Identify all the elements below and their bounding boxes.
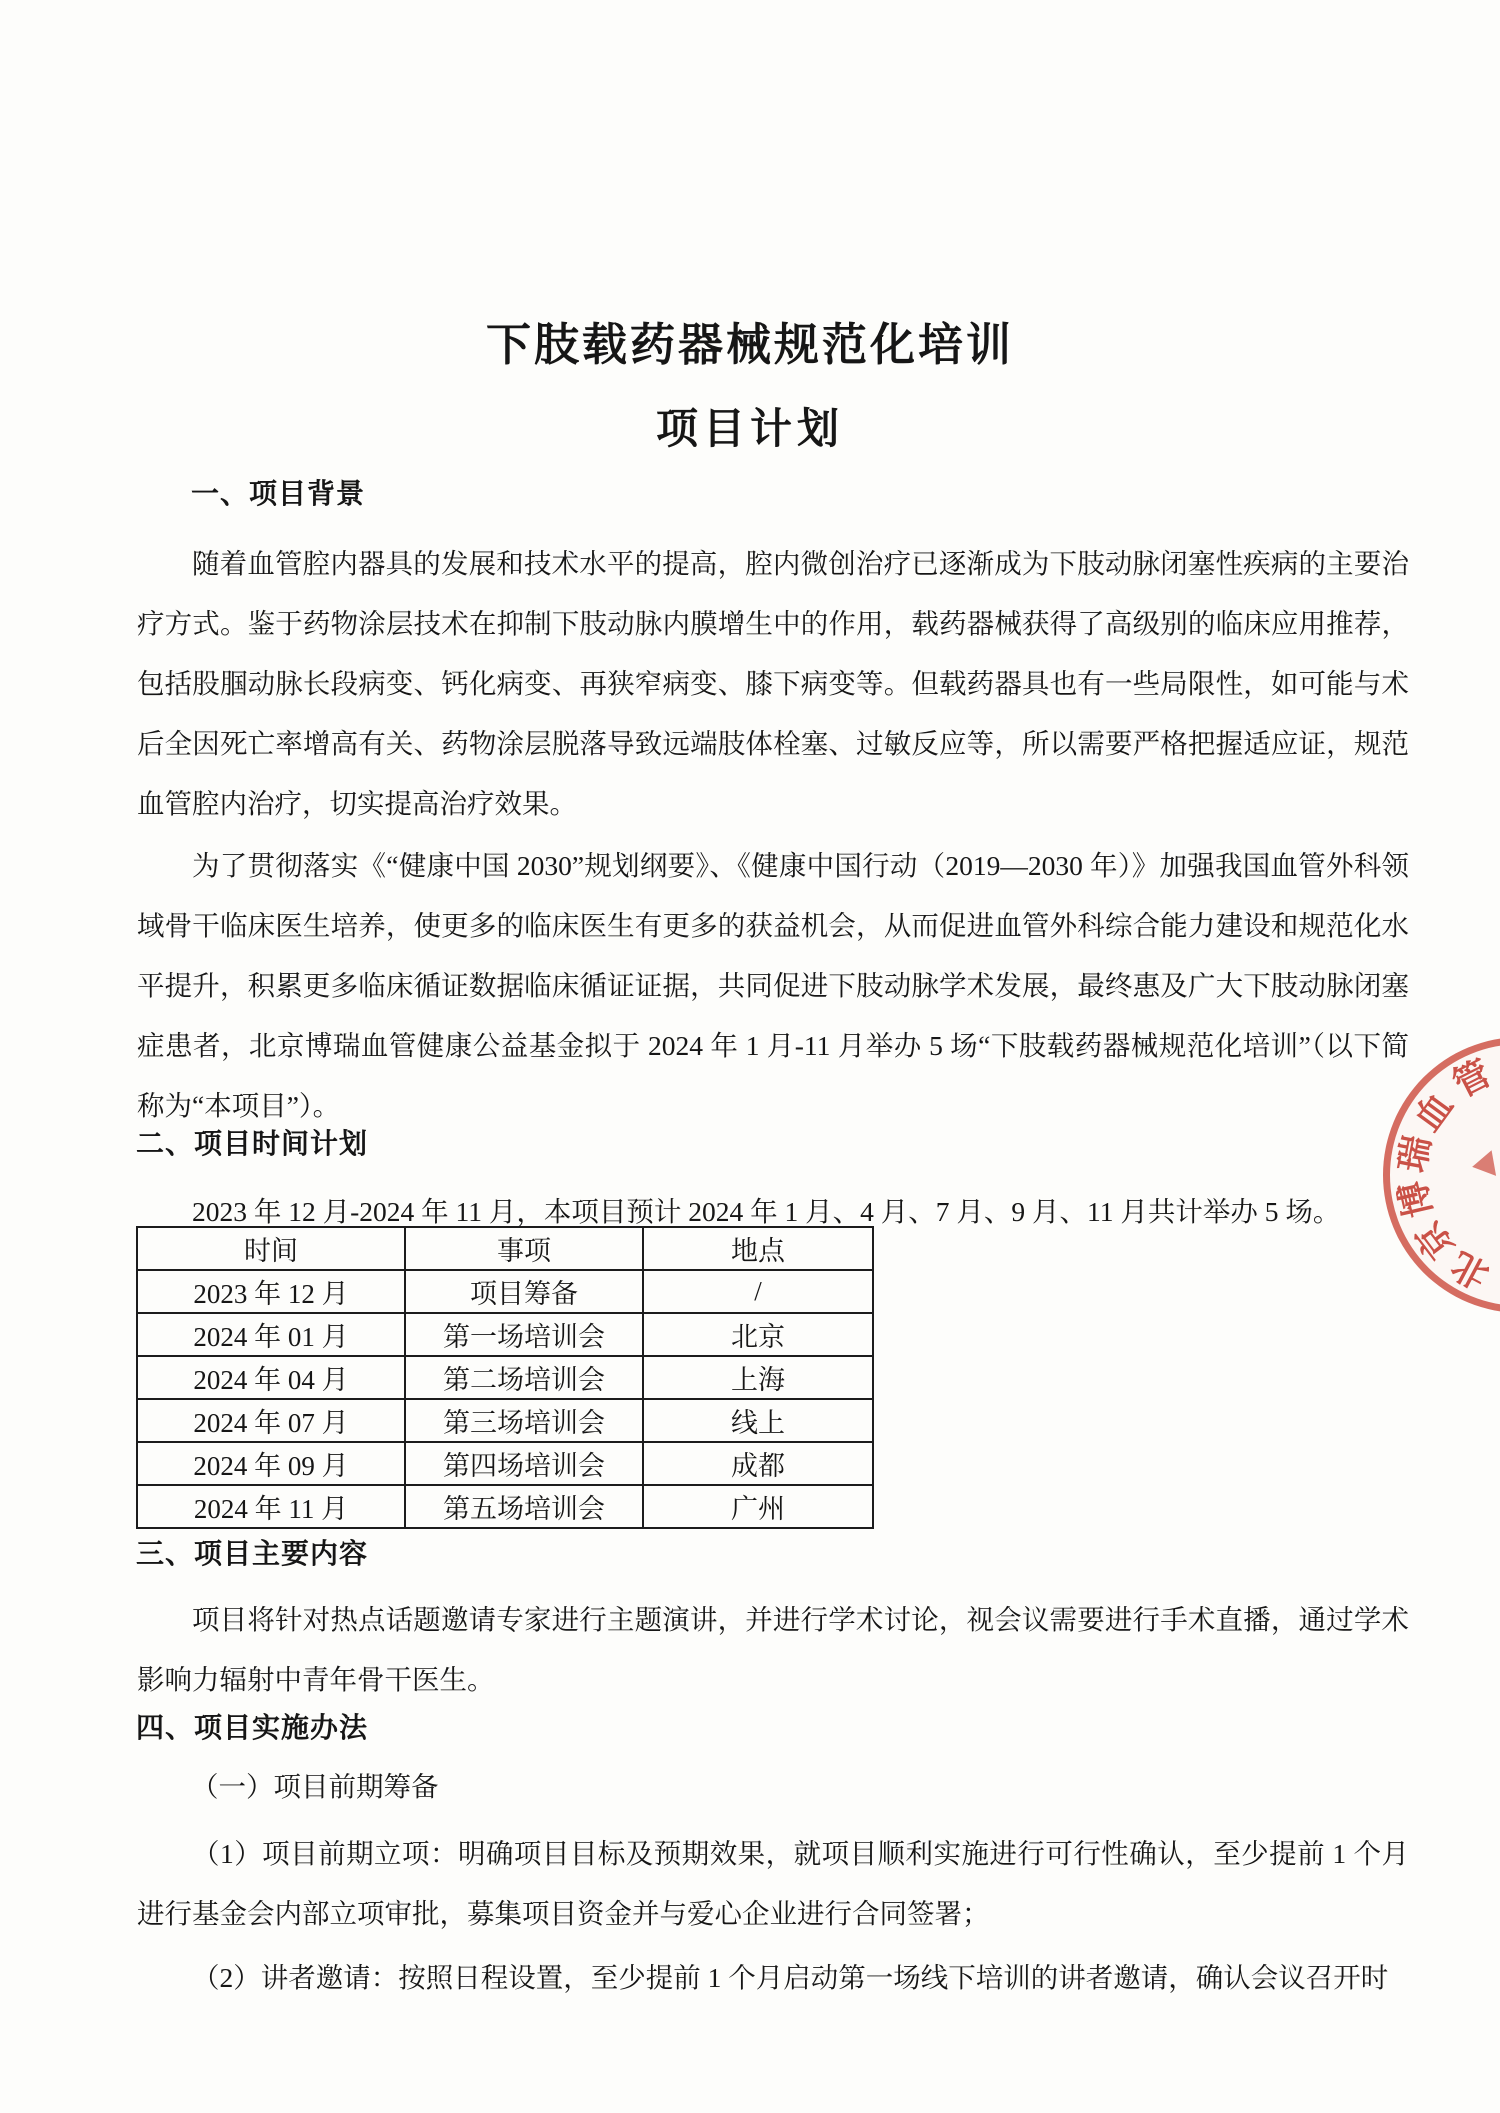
background-paragraph-2: 为了贯彻落实《“健康中国 2030”规划纲要》、《健康中国行动（2019—2030 年）》加强我国血管外科领域骨干临床医生培养，使更多的临床医生有更多的获益机会，从而促进血管外科综合能力建设和规范化水平提升，积累更多临床循证数据临床循证证据，共同促进下肢动脉学术发展，最终惠及广大下肢动脉闭塞症患者，北京博瑞血管健康公益基金拟于 2024 年 1 月-11 月举办 5 场“下肢载药器械规范化培训”（以下简称为“本项目”）。: [137, 850, 1409, 1121]
table-row: [137, 1399, 873, 1442]
table-row: [137, 1356, 873, 1399]
document-subtitle: 项目计划: [655, 407, 844, 453]
document-title: 下肢载药器械规范化培训: [485, 320, 1014, 370]
table-header-cell: 地点: [643, 1227, 873, 1270]
table-cell: 上海: [643, 1356, 873, 1399]
main-content-paragraph: 项目将针对热点话题邀请专家进行主题演讲，并进行学术讨论，视会议需要进行手术直播，通过学术影响力辐射中青年骨干医生。: [137, 1604, 1409, 1695]
schedule-table: [136, 1226, 874, 1529]
official-seal-character: 血: [1407, 1085, 1461, 1139]
implementation-item-1: （1）项目前期立项：明确项目目标及预期效果，就项目顺利实施进行可行性确认，至少提前 1 个月进行基金会内部立项审批，募集项目资金并与爱心企业进行合同签署；: [137, 1838, 1409, 1929]
official-seal-character: 京: [1408, 1213, 1462, 1267]
table-cell: 第三场培训会: [405, 1399, 643, 1442]
section-heading-main-content: 三、项目主要内容: [136, 1539, 369, 1570]
table-cell: /: [643, 1270, 873, 1313]
table-row: [137, 1270, 873, 1313]
section-heading-implementation: 四、项目实施办法: [136, 1713, 369, 1744]
schedule-intro: 2023 年 12 月-2024 年 11 月，本项目预计 2024 年 1 月、4 月、7 月、9 月、11 月共计举办 5 场。: [192, 1196, 1341, 1227]
table-row: [137, 1313, 873, 1356]
table-header-cell: 时间: [137, 1227, 405, 1270]
table-cell: 2024 年 09 月: [137, 1442, 405, 1485]
schedule-table-body: [137, 1270, 873, 1528]
official-seal-character: 博: [1392, 1176, 1440, 1222]
official-seal-star-icon: [1470, 1150, 1496, 1179]
table-row: [137, 1485, 873, 1528]
implementation-sub-heading: （一）项目前期筹备: [191, 1771, 439, 1802]
table-cell: 2024 年 04 月: [137, 1356, 405, 1399]
table-cell: 第二场培训会: [405, 1356, 643, 1399]
table-cell: 第一场培训会: [405, 1313, 643, 1356]
official-seal-character: 管: [1446, 1053, 1498, 1105]
table-header-cell: 事项: [405, 1227, 643, 1270]
official-seal-character: 北: [1444, 1243, 1496, 1297]
table-cell: 广州: [643, 1485, 873, 1528]
table-cell: 2023 年 12 月: [137, 1270, 405, 1313]
table-cell: 项目筹备: [405, 1270, 643, 1313]
implementation-item-2: （2）讲者邀请：按照日程设置，至少提前 1 个月启动第一场线下培训的讲者邀请，确认会议召开时: [192, 1962, 1389, 1993]
table-cell: 线上: [643, 1399, 873, 1442]
table-cell: 2024 年 07 月: [137, 1399, 405, 1442]
table-cell: 2024 年 11 月: [137, 1485, 405, 1528]
table-header-row: [137, 1227, 873, 1270]
section-heading-background: 一、项目背景: [191, 479, 366, 510]
table-row: [137, 1442, 873, 1485]
section-heading-schedule: 二、项目时间计划: [136, 1129, 369, 1160]
table-cell: 2024 年 01 月: [137, 1313, 405, 1356]
background-paragraph-1: 随着血管腔内器具的发展和技术水平的提高，腔内微创治疗已逐渐成为下肢动脉闭塞性疾病的主要治疗方式。鉴于药物涂层技术在抑制下肢动脉内膜增生中的作用，载药器械获得了高级别的临床应用推荐，包括股腘动脉长段病变、钙化病变、再狭窄病变、膝下病变等。但载药器具也有一些局限性，如可能与术后全因死亡率增高有关、药物涂层脱落导致远端肢体栓塞、过敏反应等，所以需要严格把握适应证，规范血管腔内治疗，切实提高治疗效果。: [137, 548, 1409, 819]
table-cell: 成都: [643, 1442, 873, 1485]
table-cell: 第五场培训会: [405, 1485, 643, 1528]
schedule-table-header: [137, 1227, 873, 1270]
table-cell: 第四场培训会: [405, 1442, 643, 1485]
official-seal-character: 瑞: [1391, 1132, 1439, 1176]
table-cell: 北京: [643, 1313, 873, 1356]
